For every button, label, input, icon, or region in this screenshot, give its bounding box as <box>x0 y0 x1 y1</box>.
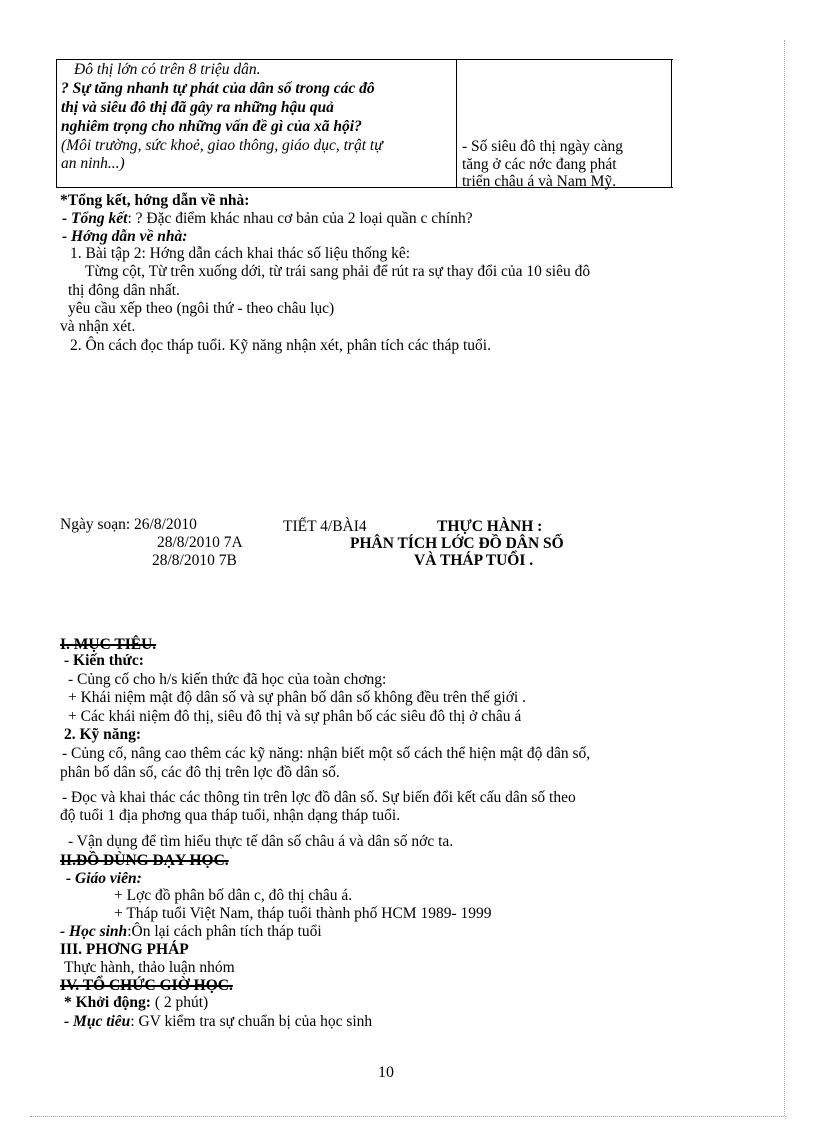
huongdan-line-1: 1. Bài tập 2: Hớng dẫn cách khai thác số liệu thống kê: <box>70 245 411 262</box>
table-left-line-2: ? Sự tăng nhanh tự phát của dân số trong các đô <box>61 80 375 97</box>
khoi-dong-line <box>64 995 208 1011</box>
muc-tieu-line <box>64 1014 372 1030</box>
page-number: 10 <box>378 1064 394 1081</box>
huongdan-line-2: Từng cột, Từ trên xuống dới, từ trái sang phải để rút ra sự thay đổi của 10 siêu đô <box>85 263 591 280</box>
kien-thuc-line-2: + Khái niệm mật độ dân số và sự phân bố dân số không đều trên thế giới . <box>68 689 526 706</box>
table-right-line-3: triển châu á và Nam Mỹ. <box>462 173 617 190</box>
khoi-dong-text: ( 2 phút) <box>150 994 209 1011</box>
section-to-chuc: IV. TỔ CHỨC GIỜ HỌC. <box>60 977 233 994</box>
huongdan-line-3: thị đông dân nhất. <box>68 282 180 299</box>
ky-nang-line-1: - Củng cố, nâng cao thêm các kỹ năng: nhận biết một số cách thể hiện mật độ dân số, <box>62 745 591 762</box>
table-border-left <box>56 59 57 188</box>
huongdan-label: - Hớng dẫn về nhà: <box>62 228 188 245</box>
ngay-soan: Ngày soạn: 26/8/2010 <box>60 516 197 533</box>
summary-heading: *Tổng kết, hớng dẫn về nhà: <box>60 192 250 209</box>
section-muc-tieu: I. MỤC TIÊU. <box>60 636 157 653</box>
muc-tieu-label: - Mục tiêu <box>64 1013 131 1030</box>
ky-nang-heading: 2. Kỹ năng: <box>64 726 142 743</box>
muc-tieu-text: : GV kiểm tra sự chuẩn bị của học sinh <box>130 1013 373 1030</box>
phuong-phap-text: Thực hành, thảo luận nhóm <box>64 959 235 976</box>
lesson-title-line-1: PHÂN TÍCH LỚC ĐỒ DÂN SỐ <box>350 535 564 552</box>
kien-thuc-line-1: - Củng cố cho h/s kiến thức đã học của toàn chơng: <box>68 671 387 688</box>
ky-nang-line-5: - Vận dụng để tìm hiểu thực tế dân số châu á và dân số nớc ta. <box>68 833 454 850</box>
kien-thuc-heading: - Kiến thức: <box>64 652 144 669</box>
ky-nang-line-3: - Đọc và khai thác các thông tin trên lợc đồ dân số. Sự biến đổi kết cấu dân số theo <box>62 789 576 806</box>
giao-vien-heading: - Giáo viên: <box>66 870 142 887</box>
tongket-text: : ? Đặc điểm khác nhau cơ bản của 2 loại quần c chính? <box>127 210 473 227</box>
huongdan-line-5: và nhận xét. <box>60 318 136 335</box>
table-left-line-1: Đô thị lớn có trên 8 triệu dân. <box>74 61 261 78</box>
kien-thuc-line-3: + Các khái niệm đô thị, siêu đô thị và sự phân bố các siêu đô thị ở châu á <box>68 708 522 725</box>
lesson-title-line-2: VÀ THÁP TUỔI . <box>414 552 534 569</box>
table-right-line-2: tăng ở các nớc đang phát <box>462 156 617 173</box>
tongket-label: - Tổng kết <box>62 210 128 227</box>
section-phuong-phap: III. PHƠNG PHÁP <box>60 941 189 958</box>
hoc-sinh-line <box>60 924 322 940</box>
table-right-line-1: - Số siêu đô thị ngày càng <box>462 138 624 155</box>
huongdan-line-4: yêu cầu xếp theo (ngôi thứ - theo châu lục) <box>68 300 335 317</box>
giao-vien-line-1: + Lợc đồ phân bố dân c, đô thị châu á. <box>114 887 353 904</box>
ngay-day-7b: 28/8/2010 7B <box>152 552 237 569</box>
table-left-line-5: (Môi trường, sức khoẻ, giao thông, giáo dục, trật tự <box>61 137 383 154</box>
hoc-sinh-text: :Ôn lại cách phân tích tháp tuổi <box>127 923 322 940</box>
table-border-right <box>671 59 672 188</box>
huongdan-line-6: 2. Ôn cách đọc tháp tuổi. Kỹ năng nhận xét, phân tích các tháp tuổi. <box>70 337 491 354</box>
giao-vien-line-2: + Tháp tuổi Việt Nam, tháp tuổi thành phố HCM 1989- 1999 <box>114 905 492 922</box>
ky-nang-line-2: phân bố dân số, các đô thị trên lợc đồ dân số. <box>60 764 340 781</box>
table-left-line-3: thị và siêu đô thị đã gây ra những hậu quả <box>61 99 334 116</box>
footer-dotted-rule <box>30 1116 786 1117</box>
table-left-line-4: nghiêm trọng cho những vấn đề gì của xã hội? <box>61 118 362 135</box>
ngay-day-7a: 28/8/2010 7A <box>157 534 243 551</box>
hoc-sinh-label: - Học sinh <box>60 923 128 940</box>
khoi-dong-label: * Khởi động: <box>64 994 151 1011</box>
tongket-line <box>62 211 473 227</box>
table-left-line-6: an ninh...) <box>61 155 125 172</box>
right-dotted-rule <box>784 40 785 1116</box>
section-do-dung: II.ĐỒ DÙNG DẠY HỌC. <box>60 852 229 869</box>
table-border-middle <box>456 59 457 188</box>
thuc-hanh-label: THỰC HÀNH : <box>437 518 543 535</box>
ky-nang-line-4: độ tuổi 1 địa phơng qua tháp tuổi, nhận dạng tháp tuổi. <box>60 807 401 824</box>
tiet-label: TIẾT 4/BÀI4 <box>283 518 367 535</box>
